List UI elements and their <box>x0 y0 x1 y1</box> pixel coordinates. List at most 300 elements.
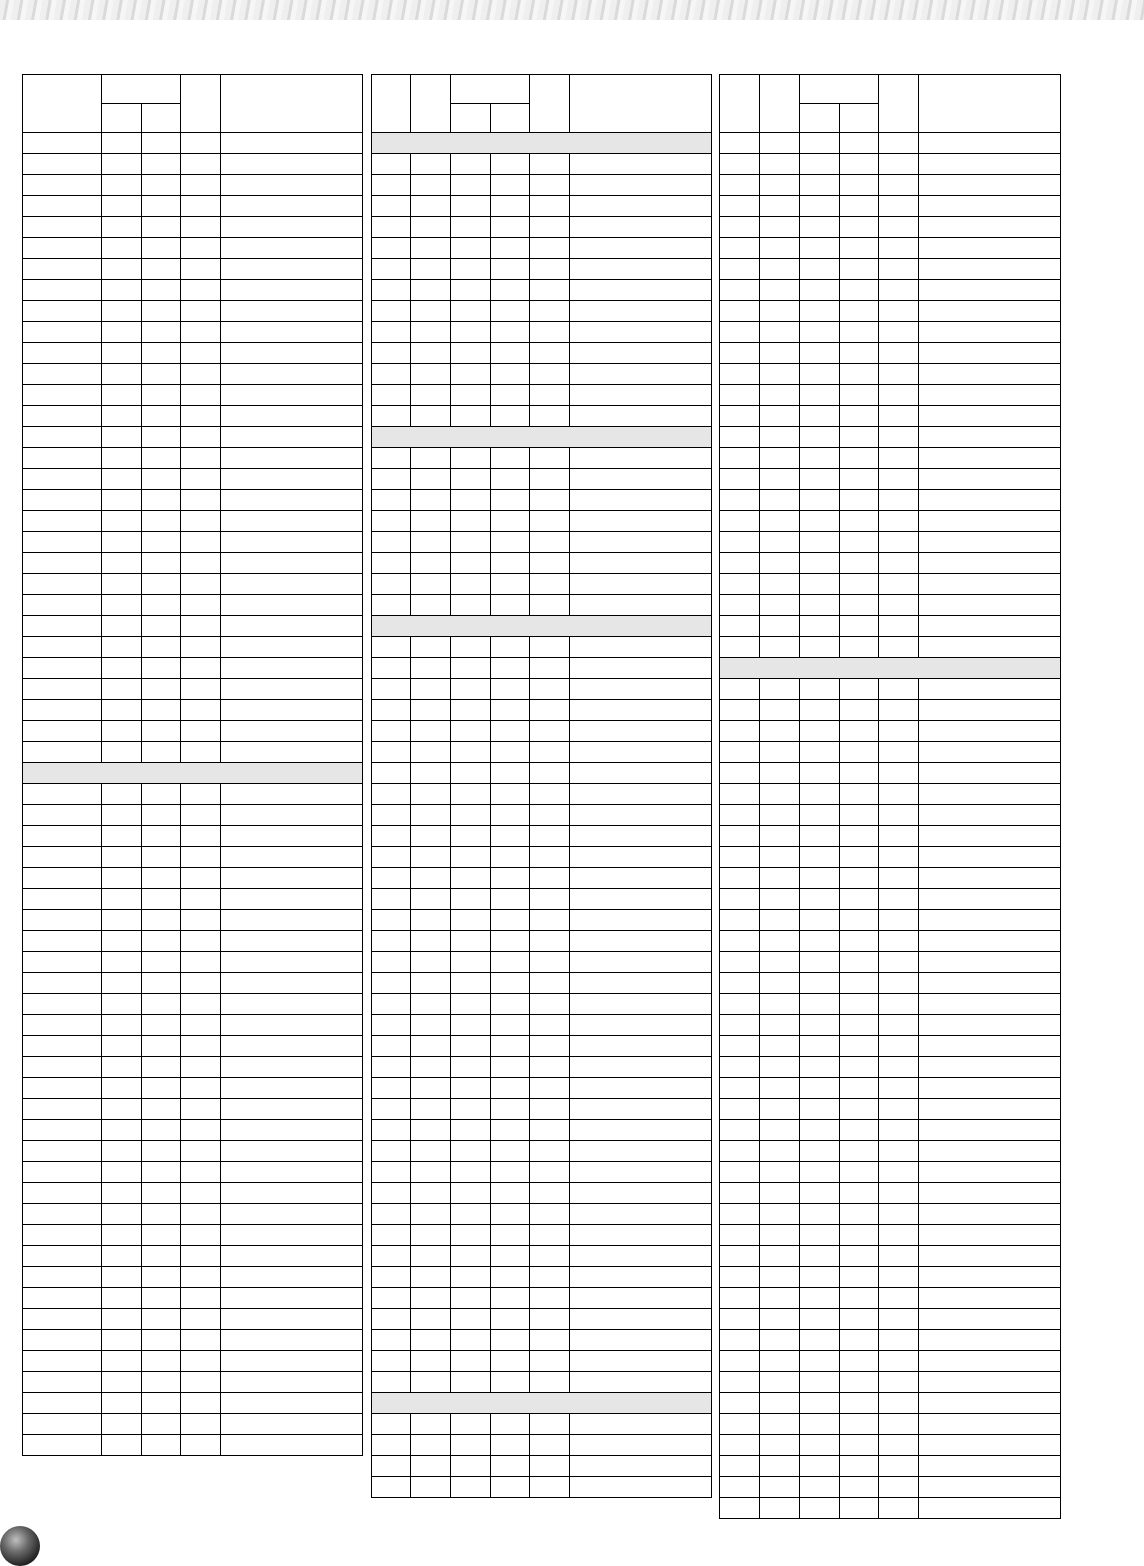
table-cell <box>840 364 879 385</box>
table-cell <box>760 1057 800 1078</box>
table-row <box>372 448 712 469</box>
table-cell <box>102 973 142 994</box>
table-cell <box>142 532 181 553</box>
middle-table-body <box>372 75 712 1498</box>
table-cell <box>102 1267 142 1288</box>
table-row <box>23 973 363 994</box>
table-row <box>372 784 712 805</box>
table-cell <box>530 847 570 868</box>
table-row <box>372 1351 712 1372</box>
table-cell <box>879 1414 919 1435</box>
table-cell <box>840 322 879 343</box>
table-cell <box>142 994 181 1015</box>
table-cell <box>372 406 411 427</box>
table-cell <box>491 1057 530 1078</box>
table-row <box>372 1372 712 1393</box>
table-cell <box>142 1330 181 1351</box>
table-cell <box>530 721 570 742</box>
table-cell <box>720 1267 760 1288</box>
table-cell <box>919 616 1061 637</box>
table-cell <box>142 595 181 616</box>
table-cell <box>800 1057 840 1078</box>
table-cell <box>530 1078 570 1099</box>
table-cell <box>491 490 530 511</box>
table-cell <box>570 385 712 406</box>
table-cell <box>451 1078 491 1099</box>
table-cell <box>411 1330 451 1351</box>
table-row <box>720 805 1061 826</box>
table-cell <box>221 1120 363 1141</box>
table-cell <box>102 1162 142 1183</box>
table-cell <box>879 175 919 196</box>
table-cell <box>570 931 712 952</box>
table-cell <box>919 889 1061 910</box>
table-cell <box>491 952 530 973</box>
table-cell <box>570 973 712 994</box>
table-cell <box>221 1309 363 1330</box>
table-cell <box>879 1057 919 1078</box>
table-cell <box>181 280 221 301</box>
table-cell <box>142 133 181 154</box>
table-cell <box>720 511 760 532</box>
table-cell <box>221 1435 363 1456</box>
table-cell <box>800 994 840 1015</box>
table-row <box>720 1225 1061 1246</box>
table-cell <box>720 1498 760 1519</box>
table-cell <box>840 679 879 700</box>
table-cell <box>840 301 879 322</box>
table-cell <box>840 343 879 364</box>
table-row <box>720 889 1061 910</box>
table-cell <box>919 553 1061 574</box>
table-cell <box>372 1372 411 1393</box>
table-cell <box>720 1414 760 1435</box>
table-cell <box>570 1246 712 1267</box>
table-cell <box>451 658 491 679</box>
table-cell <box>491 196 530 217</box>
table-row <box>23 238 363 259</box>
table-cell <box>411 910 451 931</box>
table-cell <box>800 301 840 322</box>
table-cell <box>530 952 570 973</box>
table-row <box>23 1330 363 1351</box>
table-cell <box>23 595 102 616</box>
table-cell <box>840 511 879 532</box>
table-cell <box>23 532 102 553</box>
table-cell <box>530 868 570 889</box>
table-cell <box>919 595 1061 616</box>
table-cell <box>879 700 919 721</box>
table-cell <box>760 1120 800 1141</box>
table-cell <box>570 1456 712 1477</box>
table-cell <box>451 1120 491 1141</box>
table-row <box>372 511 712 532</box>
table-row <box>720 364 1061 385</box>
table-cell <box>102 1288 142 1309</box>
table-cell <box>102 322 142 343</box>
table-cell <box>760 1078 800 1099</box>
table-cell <box>23 1414 102 1435</box>
table-cell <box>919 1372 1061 1393</box>
table-cell <box>760 784 800 805</box>
table-row <box>372 595 712 616</box>
table-row <box>23 1267 363 1288</box>
table-cell <box>372 1078 411 1099</box>
table-cell <box>919 763 1061 784</box>
table-cell <box>411 1246 451 1267</box>
table-cell <box>23 280 102 301</box>
table-cell <box>181 889 221 910</box>
table-cell <box>919 1120 1061 1141</box>
table-cell <box>23 448 102 469</box>
table-cell <box>221 574 363 595</box>
table-cell <box>491 175 530 196</box>
table-cell <box>919 1246 1061 1267</box>
table-cell <box>411 1183 451 1204</box>
table-cell <box>372 322 411 343</box>
table-row <box>720 1372 1061 1393</box>
table-cell <box>760 1225 800 1246</box>
table-cell <box>491 406 530 427</box>
table-cell <box>800 1141 840 1162</box>
table-cell <box>570 406 712 427</box>
table-cell <box>411 1477 451 1498</box>
table-cell <box>800 1036 840 1057</box>
table-cell <box>530 301 570 322</box>
table-cell <box>919 1141 1061 1162</box>
table-cell <box>800 469 840 490</box>
table-cell <box>451 784 491 805</box>
table-cell <box>570 910 712 931</box>
table-cell <box>879 196 919 217</box>
table-row <box>23 1183 363 1204</box>
table-cell <box>142 616 181 637</box>
table-row <box>372 1099 712 1120</box>
table-cell <box>491 1099 530 1120</box>
table-cell <box>720 259 760 280</box>
table-cell <box>840 490 879 511</box>
table-cell <box>181 742 221 763</box>
table-cell <box>530 1162 570 1183</box>
table-cell <box>491 301 530 322</box>
left-table-body <box>23 75 363 1456</box>
right-table <box>719 74 1061 1519</box>
table-cell <box>919 784 1061 805</box>
table-cell <box>411 1078 451 1099</box>
table-cell <box>451 1183 491 1204</box>
table-row <box>720 259 1061 280</box>
table-cell <box>570 532 712 553</box>
table-cell <box>102 742 142 763</box>
table-cell <box>411 742 451 763</box>
table-cell <box>919 994 1061 1015</box>
table-cell <box>760 343 800 364</box>
table-cell <box>800 637 840 658</box>
table-cell <box>919 1099 1061 1120</box>
table-cell <box>800 322 840 343</box>
table-cell <box>102 154 142 175</box>
table-cell <box>530 1036 570 1057</box>
table-cell <box>411 721 451 742</box>
table-cell <box>720 763 760 784</box>
table-cell <box>570 868 712 889</box>
table-cell <box>840 1351 879 1372</box>
table-cell <box>530 658 570 679</box>
table-cell <box>800 1309 840 1330</box>
table-cell <box>800 238 840 259</box>
header-subcell <box>142 104 181 133</box>
table-cell <box>720 868 760 889</box>
table-cell <box>102 784 142 805</box>
table-cell <box>800 1015 840 1036</box>
table-cell <box>23 427 102 448</box>
table-cell <box>720 784 760 805</box>
table-cell <box>102 490 142 511</box>
table-cell <box>720 133 760 154</box>
table-cell <box>720 364 760 385</box>
table-cell <box>800 784 840 805</box>
table-row <box>720 1057 1061 1078</box>
table-cell <box>760 1435 800 1456</box>
table-cell <box>570 1288 712 1309</box>
table-cell <box>491 1036 530 1057</box>
table-cell <box>800 1372 840 1393</box>
table-cell <box>840 1141 879 1162</box>
table-cell <box>840 1246 879 1267</box>
table-row <box>23 805 363 826</box>
table-cell <box>570 1183 712 1204</box>
table-cell <box>181 1246 221 1267</box>
table-cell <box>451 847 491 868</box>
table-cell <box>372 1057 411 1078</box>
table-cell <box>720 1456 760 1477</box>
table-cell <box>451 175 491 196</box>
table-cell <box>720 196 760 217</box>
table-cell <box>840 217 879 238</box>
table-cell <box>221 427 363 448</box>
table-cell <box>102 364 142 385</box>
header-row <box>372 75 712 104</box>
table-cell <box>372 511 411 532</box>
table-cell <box>142 1393 181 1414</box>
table-cell <box>23 1288 102 1309</box>
table-cell <box>181 217 221 238</box>
header-subcell <box>840 104 879 133</box>
table-row <box>23 133 363 154</box>
table-cell <box>879 238 919 259</box>
table-cell <box>411 868 451 889</box>
table-cell <box>840 784 879 805</box>
table-cell <box>530 448 570 469</box>
table-cell <box>372 1330 411 1351</box>
table-cell <box>372 490 411 511</box>
table-cell <box>919 679 1061 700</box>
table-row <box>372 1288 712 1309</box>
table-cell <box>840 952 879 973</box>
table-cell <box>840 1267 879 1288</box>
table-cell <box>570 322 712 343</box>
table-cell <box>800 889 840 910</box>
table-cell <box>919 322 1061 343</box>
table-cell <box>372 1309 411 1330</box>
table-cell <box>102 868 142 889</box>
table-cell <box>23 1225 102 1246</box>
table-cell <box>181 952 221 973</box>
table-cell <box>181 553 221 574</box>
table-cell <box>570 196 712 217</box>
table-cell <box>221 196 363 217</box>
table-cell <box>372 700 411 721</box>
table-cell <box>530 469 570 490</box>
table-row <box>23 406 363 427</box>
table-cell <box>372 1036 411 1057</box>
table-row <box>720 1015 1061 1036</box>
table-row <box>23 1246 363 1267</box>
table-cell <box>800 595 840 616</box>
table-cell <box>142 931 181 952</box>
table-cell <box>23 805 102 826</box>
table-cell <box>570 595 712 616</box>
table-cell <box>23 1330 102 1351</box>
table-cell <box>142 1267 181 1288</box>
table-cell <box>181 931 221 952</box>
table-cell <box>181 784 221 805</box>
table-cell <box>102 700 142 721</box>
table-cell <box>372 1414 411 1435</box>
table-cell <box>570 1351 712 1372</box>
table-cell <box>23 973 102 994</box>
table-cell <box>491 679 530 700</box>
table-cell <box>840 1015 879 1036</box>
table-cell <box>879 763 919 784</box>
table-cell <box>760 469 800 490</box>
table-cell <box>23 343 102 364</box>
table-cell <box>919 154 1061 175</box>
table-cell <box>879 427 919 448</box>
table-cell <box>919 1498 1061 1519</box>
table-cell <box>720 1351 760 1372</box>
table-cell <box>879 679 919 700</box>
table-cell <box>451 973 491 994</box>
table-cell <box>530 1267 570 1288</box>
table-cell <box>411 406 451 427</box>
table-cell <box>181 973 221 994</box>
table-cell <box>840 1099 879 1120</box>
table-cell <box>840 700 879 721</box>
table-cell <box>372 259 411 280</box>
table-cell <box>760 154 800 175</box>
table-cell <box>372 742 411 763</box>
table-cell <box>919 973 1061 994</box>
table-cell <box>411 259 451 280</box>
table-cell <box>372 175 411 196</box>
table-cell <box>919 574 1061 595</box>
table-cell <box>451 1057 491 1078</box>
table-cell <box>570 364 712 385</box>
table-cell <box>720 154 760 175</box>
table-cell <box>570 721 712 742</box>
table-cell <box>530 637 570 658</box>
table-row <box>372 553 712 574</box>
table-cell <box>491 217 530 238</box>
table-row <box>372 1456 712 1477</box>
table-cell <box>840 1288 879 1309</box>
table-cell <box>760 1204 800 1225</box>
table-cell <box>221 973 363 994</box>
table-cell <box>181 1393 221 1414</box>
table-cell <box>181 700 221 721</box>
table-cell <box>221 532 363 553</box>
table-cell <box>570 238 712 259</box>
table-cell <box>102 1141 142 1162</box>
table-cell <box>760 910 800 931</box>
table-cell <box>491 1078 530 1099</box>
table-cell <box>720 469 760 490</box>
table-cell <box>372 1267 411 1288</box>
table-cell <box>760 259 800 280</box>
table-row <box>23 952 363 973</box>
table-cell <box>491 1015 530 1036</box>
table-row <box>372 175 712 196</box>
section-band-row <box>372 616 712 637</box>
table-cell <box>840 175 879 196</box>
table-cell <box>221 1246 363 1267</box>
table-row <box>372 1204 712 1225</box>
table-cell <box>760 994 800 1015</box>
table-cell <box>720 238 760 259</box>
table-cell <box>221 259 363 280</box>
table-cell <box>451 931 491 952</box>
table-cell <box>879 1393 919 1414</box>
table-cell <box>800 973 840 994</box>
table-cell <box>181 1141 221 1162</box>
table-cell <box>879 1078 919 1099</box>
table-cell <box>840 1456 879 1477</box>
table-cell <box>181 490 221 511</box>
table-cell <box>760 889 800 910</box>
table-row <box>372 1435 712 1456</box>
table-cell <box>181 238 221 259</box>
header-group-cell <box>451 75 530 104</box>
table-cell <box>760 427 800 448</box>
table-cell <box>221 994 363 1015</box>
table-cell <box>372 469 411 490</box>
table-cell <box>491 1225 530 1246</box>
table-cell <box>102 1435 142 1456</box>
table-cell <box>720 826 760 847</box>
table-cell <box>720 448 760 469</box>
table-row <box>372 805 712 826</box>
table-cell <box>221 1267 363 1288</box>
table-cell <box>372 217 411 238</box>
table-row <box>23 301 363 322</box>
table-cell <box>142 343 181 364</box>
table-cell <box>879 133 919 154</box>
table-row <box>720 427 1061 448</box>
table-cell <box>720 910 760 931</box>
table-cell <box>760 700 800 721</box>
table-cell <box>800 448 840 469</box>
table-cell <box>570 1267 712 1288</box>
right-table-body <box>720 75 1061 1519</box>
table-cell <box>221 595 363 616</box>
table-cell <box>879 1036 919 1057</box>
table-cell <box>181 511 221 532</box>
table-cell <box>840 1498 879 1519</box>
table-cell <box>221 889 363 910</box>
table-cell <box>800 1435 840 1456</box>
table-cell <box>840 868 879 889</box>
